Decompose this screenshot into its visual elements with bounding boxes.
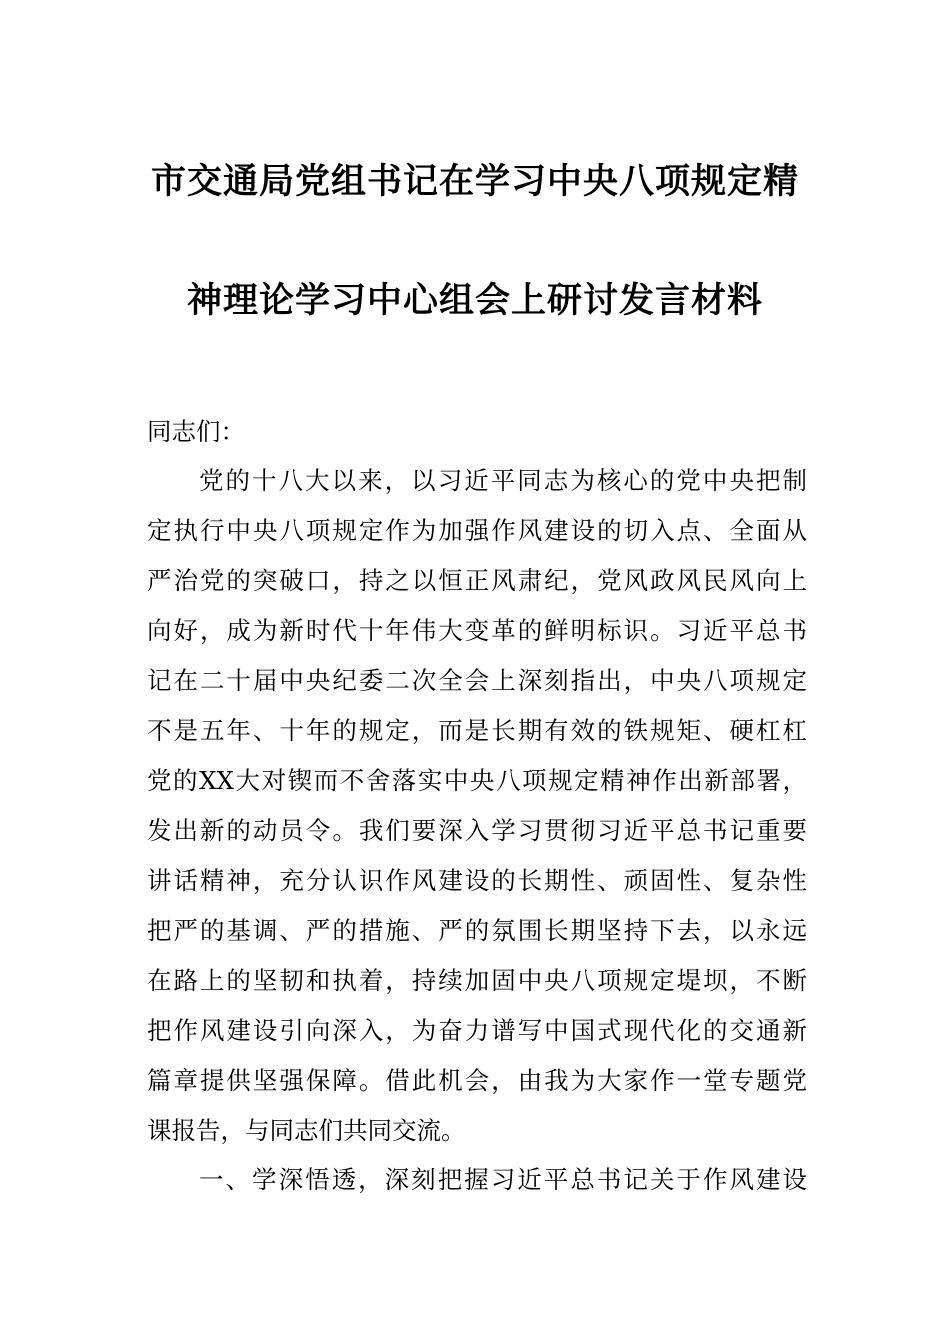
paragraph-line: 把作风建设引向深入，为奋力谱写中国式现代化的交通新 <box>147 1016 807 1045</box>
paragraph-line: 发出新的动员令。我们要深入学习贯彻习近平总书记重要 <box>147 816 807 845</box>
paragraph-line: 记在二十届中央纪委二次全会上深刻指出，中央八项规定 <box>147 666 807 695</box>
paragraph-line: 党的XX大对锲而不舍落实中央八项规定精神作出新部署， <box>147 766 807 795</box>
document-title-line-1: 市交通局党组书记在学习中央八项规定精 <box>150 162 799 202</box>
section-heading: 一、学深悟透，深刻把握习近平总书记关于作风建设 <box>199 1165 807 1194</box>
paragraph-line: 课报告，与同志们共同交流。 <box>147 1116 466 1145</box>
document-title-line-2: 神理论学习中心组会上研讨发言材料 <box>186 281 763 321</box>
paragraph-line: 把严的基调、严的措施、严的氛围长期坚持下去，以永远 <box>147 916 807 945</box>
paragraph-line: 在路上的坚韧和执着，持续加固中央八项规定堤坝，不断 <box>147 966 807 995</box>
paragraph-line: 严治党的突破口，持之以恒正风肃纪，党风政风民风向上 <box>147 566 807 595</box>
paragraph-line: 讲话精神，充分认识作风建设的长期性、顽固性、复杂性 <box>147 866 807 895</box>
paragraph-line: 篇章提供坚强保障。借此机会，由我为大家作一堂专题党 <box>147 1066 807 1095</box>
salutation: 同志们： <box>147 417 245 446</box>
paragraph-line: 定执行中央八项规定作为加强作风建设的切入点、全面从 <box>147 516 807 545</box>
paragraph-line: 向好，成为新时代十年伟大变革的鲜明标识。习近平总书 <box>147 616 807 645</box>
paragraph-line: 党的十八大以来，以习近平同志为核心的党中央把制 <box>199 466 807 495</box>
paragraph-line: 不是五年、十年的规定，而是长期有效的铁规矩、硬杠杠 <box>147 716 807 745</box>
